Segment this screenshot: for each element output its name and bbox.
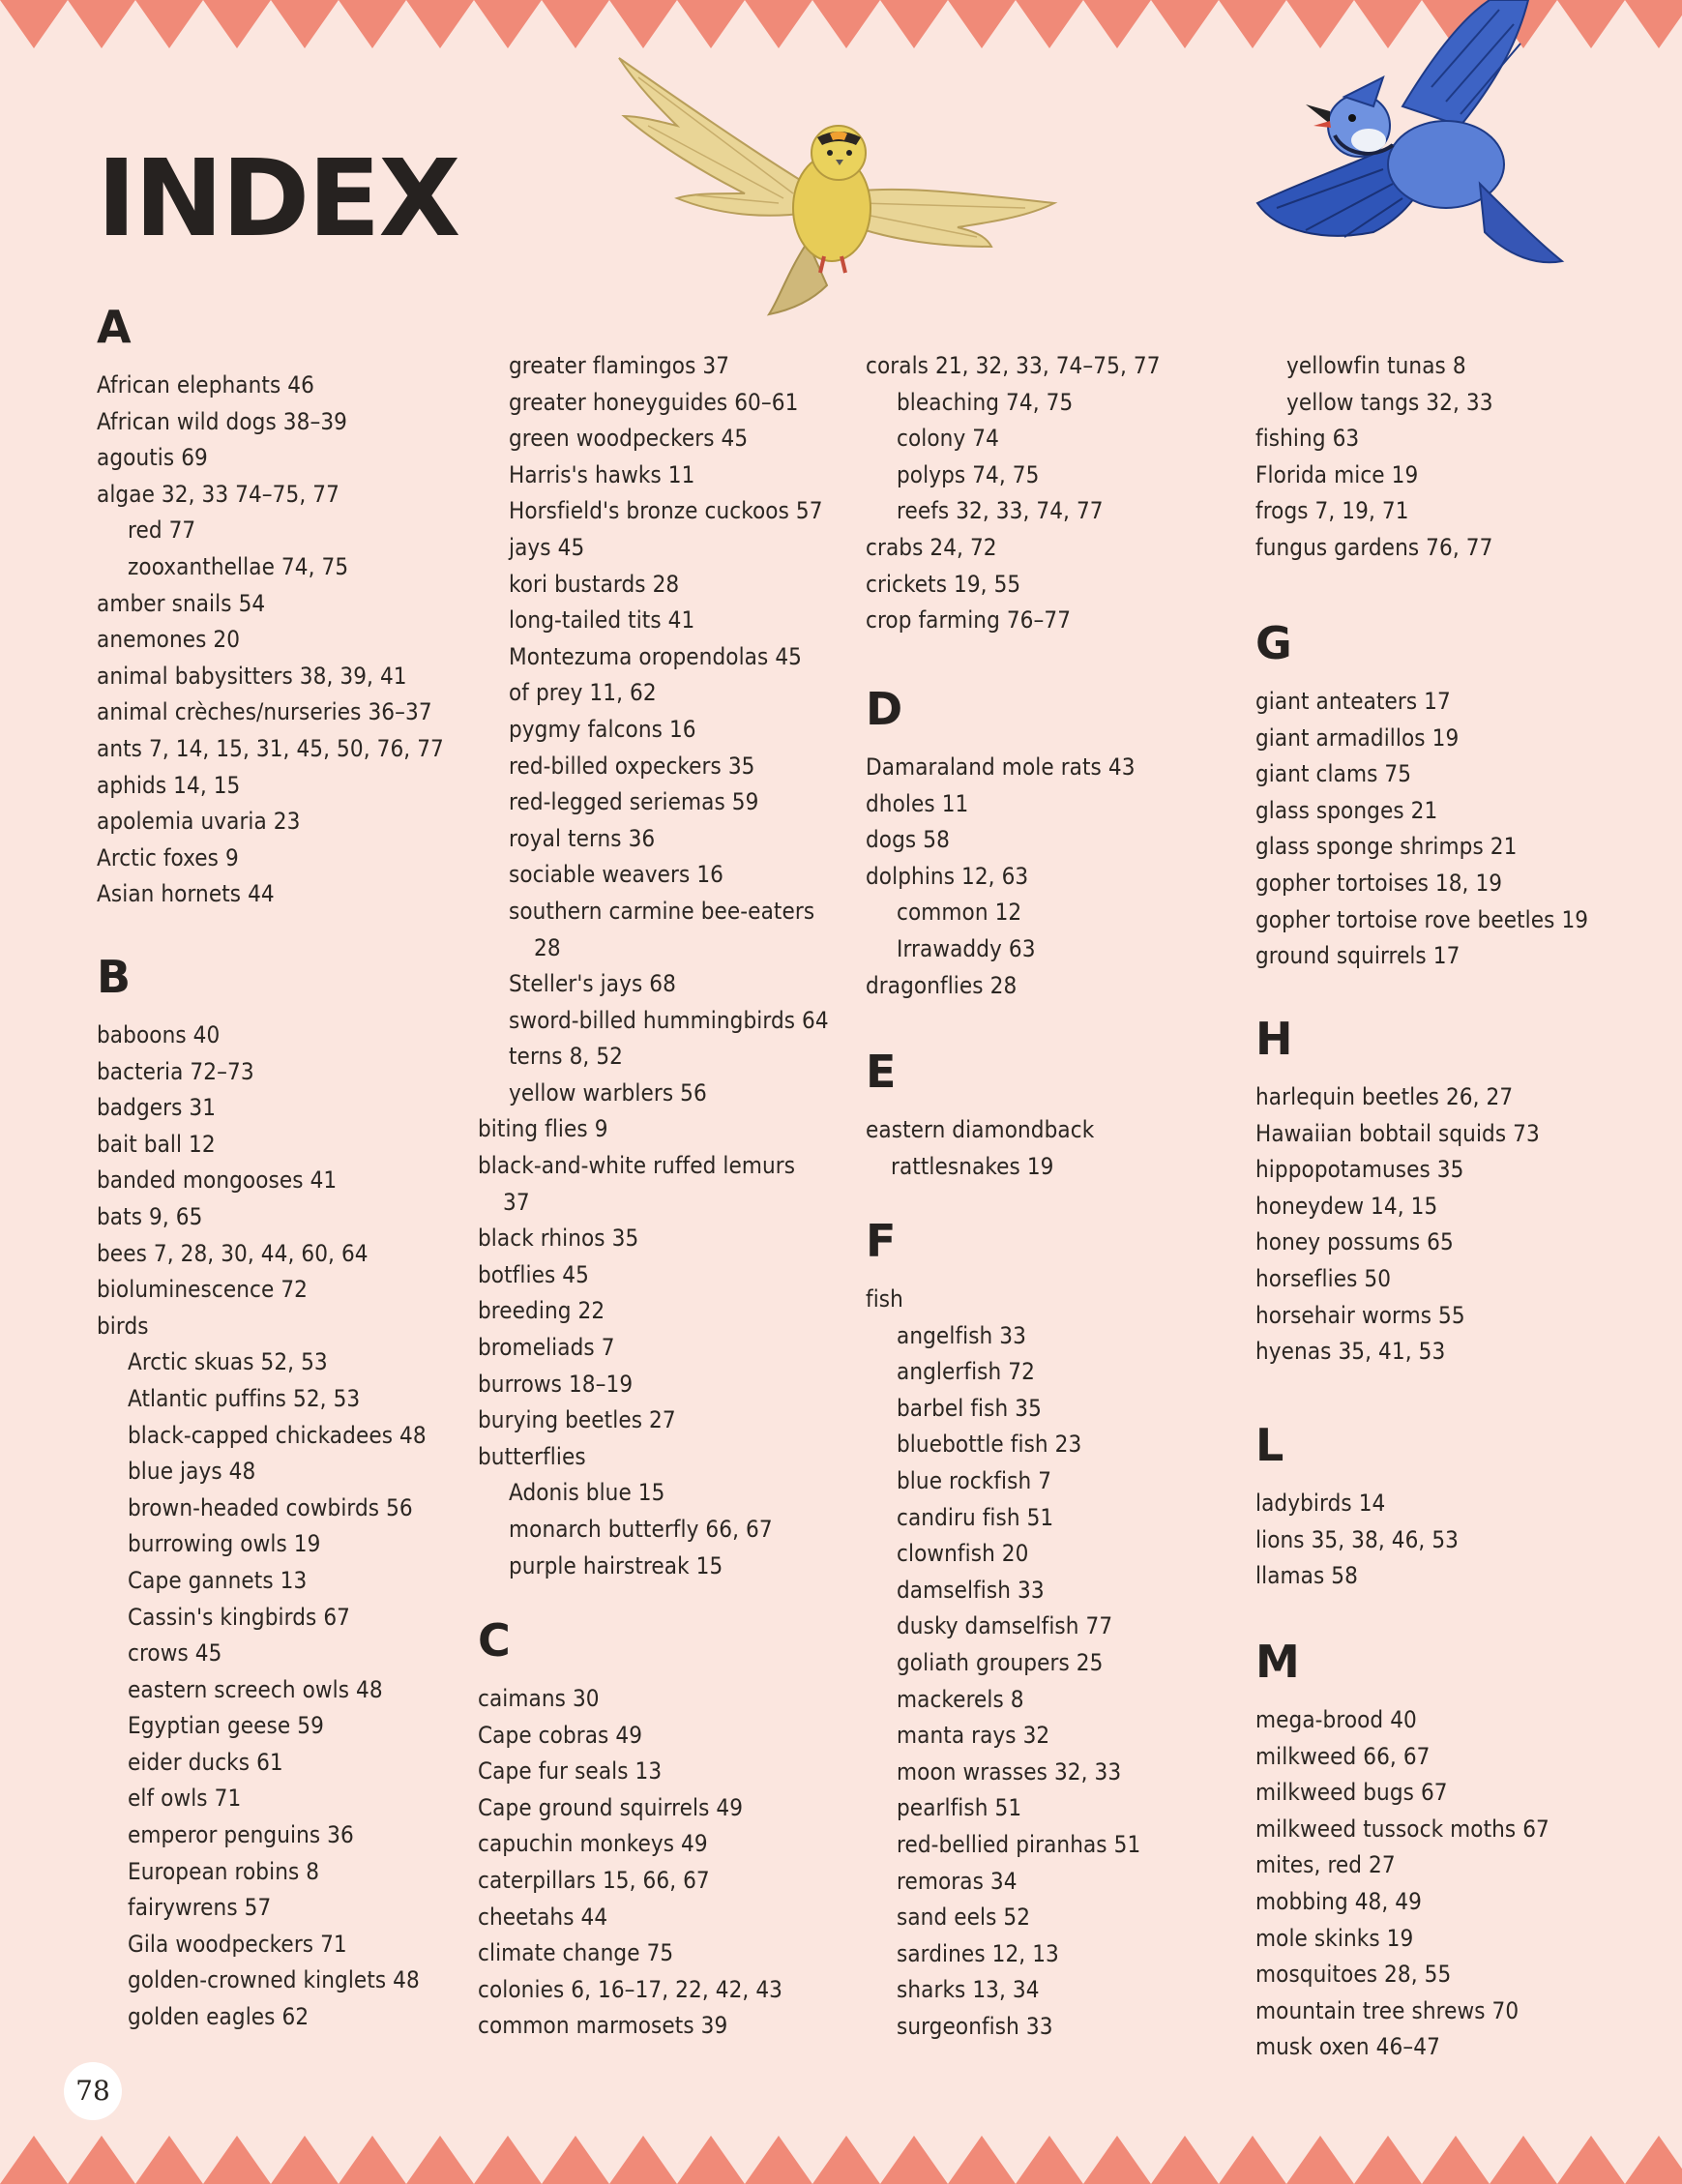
index-subentry: yellow warblers 56 <box>509 1078 707 1107</box>
index-entry: colonies 6, 16–17, 22, 42, 43 <box>478 1975 782 2003</box>
index-section-continued <box>866 348 1253 639</box>
index-subentry: sociable weavers 16 <box>509 861 724 889</box>
index-section-e <box>866 1045 1253 1185</box>
index-entry: baboons 40 <box>97 1021 221 1048</box>
yellow-bird-icon <box>600 48 1064 319</box>
index-subentry: surgeonfish 33 <box>897 2012 1053 2040</box>
index-subentry: brown-headed cowbirds 56 <box>128 1493 413 1521</box>
index-entry: dogs 58 <box>866 826 950 854</box>
index-entry: corals 21, 32, 33, 74–75, 77 <box>866 352 1161 379</box>
index-subentry: bluebottle fish 23 <box>897 1431 1082 1459</box>
index-subentry: black-capped chickadees 48 <box>128 1421 427 1449</box>
index-section-f <box>866 1214 1253 2045</box>
index-entry: eastern diamondback <box>866 1116 1095 1143</box>
index-subentry: golden-crowned kinglets 48 <box>128 1966 420 1994</box>
index-entry: aphids 14, 15 <box>97 771 241 799</box>
index-subentry: eider ducks 61 <box>128 1748 283 1776</box>
index-subentry: dusky damselfish 77 <box>897 1612 1113 1640</box>
index-entry: burrows 18–19 <box>478 1370 634 1398</box>
index-entry: giant anteaters 17 <box>1255 688 1451 715</box>
section-letter: C <box>478 1614 511 1667</box>
index-section-continued <box>478 348 865 1584</box>
index-subentry: colony 74 <box>897 425 999 453</box>
index-entry-list <box>1255 684 1642 975</box>
index-entry: biting flies 9 <box>478 1115 608 1143</box>
index-entry: African elephants 46 <box>97 371 314 398</box>
index-entry: milkweed bugs 67 <box>1255 1779 1448 1807</box>
index-entry: harlequin beetles 26, 27 <box>1255 1083 1514 1110</box>
index-entry: bioluminescence 72 <box>97 1276 308 1304</box>
index-subentry: clownfish 20 <box>897 1540 1029 1568</box>
index-subentry: blue jays 48 <box>128 1458 256 1486</box>
index-entry: Asian hornets 44 <box>97 880 275 908</box>
index-entry: ladybirds 14 <box>1255 1490 1386 1517</box>
index-entry: gopher tortoises 18, 19 <box>1255 869 1503 897</box>
index-subentry: golden eagles 62 <box>128 2003 310 2031</box>
index-section-a <box>97 300 484 913</box>
index-subentry: red 77 <box>128 516 196 545</box>
index-section-b <box>97 950 484 2036</box>
page-number: 78 <box>64 2062 122 2120</box>
index-subentry: fairywrens 57 <box>128 1894 272 1922</box>
index-subentry: moon wrasses 32, 33 <box>897 1757 1122 1786</box>
index-subentry: monarch butterfly 66, 67 <box>509 1516 773 1543</box>
index-entry: honey possums 65 <box>1255 1228 1454 1256</box>
index-entry: butterflies <box>478 1442 586 1470</box>
index-entry: mole skinks 19 <box>1255 1924 1414 1952</box>
index-entry-list <box>97 1018 484 2036</box>
index-subentry: burrowing owls 19 <box>128 1530 321 1558</box>
index-subentry: greater flamingos 37 <box>509 352 730 379</box>
index-subentry: angelfish 33 <box>897 1321 1026 1349</box>
section-letter: G <box>1255 617 1292 669</box>
index-entry: caterpillars 15, 66, 67 <box>478 1866 710 1894</box>
index-subentry: barbel fish 35 <box>897 1394 1042 1422</box>
index-entry: glass sponges 21 <box>1255 796 1438 824</box>
index-subentry: bleaching 74, 75 <box>897 388 1074 416</box>
index-entry: Florida mice 19 <box>1255 460 1419 488</box>
index-subentry: elf owls 71 <box>128 1785 242 1813</box>
index-entry: 37 <box>503 1188 530 1216</box>
index-entry: gopher tortoise rove beetles 19 <box>1255 905 1589 933</box>
index-entry-list <box>866 750 1253 1004</box>
index-entry-list <box>1255 348 1642 567</box>
index-entry-list <box>1255 1486 1642 1595</box>
index-entry: amber snails 54 <box>97 589 266 617</box>
index-subentry: goliath groupers 25 <box>897 1648 1104 1676</box>
index-entry-list <box>866 348 1253 639</box>
index-subentry: greater honeyguides 60–61 <box>509 388 799 416</box>
index-entry: Arctic foxes 9 <box>97 843 239 871</box>
index-subentry: mackerels 8 <box>897 1685 1024 1713</box>
index-entry: ants 7, 14, 15, 31, 45, 50, 76, 77 <box>97 734 444 762</box>
index-entry: African wild dogs 38–39 <box>97 407 348 435</box>
index-section-g <box>1255 616 1642 975</box>
index-subentry: jays 45 <box>509 533 585 561</box>
section-letter: F <box>866 1215 897 1267</box>
index-entry: giant clams 75 <box>1255 760 1412 788</box>
index-subentry: Harris's hawks 11 <box>509 460 695 488</box>
index-subentry: crows 45 <box>128 1639 222 1668</box>
index-entry: black rhinos 35 <box>478 1225 639 1253</box>
index-entry: mobbing 48, 49 <box>1255 1887 1422 1915</box>
index-subentry: red-bellied piranhas 51 <box>897 1830 1141 1858</box>
index-subentry: manta rays 32 <box>897 1722 1050 1750</box>
index-subentry: red-billed oxpeckers 35 <box>509 752 755 780</box>
index-entry: crickets 19, 55 <box>866 570 1021 598</box>
index-subentry: Cassin's kingbirds 67 <box>128 1603 350 1631</box>
section-letter: L <box>1255 1419 1284 1471</box>
index-entry: animal babysitters 38, 39, 41 <box>97 662 407 690</box>
index-entry-list <box>866 1112 1253 1185</box>
index-subentry: long-tailed tits 41 <box>509 606 695 635</box>
index-subentry: candiru fish 51 <box>897 1503 1054 1531</box>
index-subentry: sword-billed hummingbirds 64 <box>509 1006 829 1034</box>
index-subentry: Irrawaddy 63 <box>897 934 1036 962</box>
page-title: INDEX <box>97 136 459 260</box>
section-letter: B <box>97 951 132 1003</box>
index-subentry: eastern screech owls 48 <box>128 1675 383 1703</box>
index-subentry: polyps 74, 75 <box>897 460 1040 488</box>
index-entry: botflies 45 <box>478 1260 589 1288</box>
index-entry: dholes 11 <box>866 789 969 817</box>
index-entry: birds <box>97 1312 149 1340</box>
index-subentry: Cape gannets 13 <box>128 1566 308 1594</box>
index-entry: crop farming 76–77 <box>866 606 1072 635</box>
index-subentry: Montezuma oropendolas 45 <box>509 642 802 670</box>
index-subentry: blue rockfish 7 <box>897 1466 1052 1494</box>
index-subentry: southern carmine bee-eaters <box>509 897 815 925</box>
index-subentry: pygmy falcons 16 <box>509 715 696 743</box>
index-subentry: of prey 11, 62 <box>509 679 657 707</box>
index-entry: bromeliads 7 <box>478 1334 615 1362</box>
index-section-m <box>1255 1635 1642 2066</box>
index-subentry: 28 <box>534 933 561 961</box>
index-entry: common marmosets 39 <box>478 2012 728 2040</box>
index-section-c <box>478 1613 865 2045</box>
index-entry: cheetahs 44 <box>478 1903 608 1931</box>
index-entry: algae 32, 33 74–75, 77 <box>97 480 339 508</box>
index-entry: dolphins 12, 63 <box>866 862 1029 890</box>
index-subentry: yellow tangs 32, 33 <box>1286 388 1493 416</box>
index-subentry: Egyptian geese 59 <box>128 1712 324 1740</box>
section-letter: A <box>97 301 132 353</box>
index-subentry: zooxanthellae 74, 75 <box>128 552 349 580</box>
index-subentry: Arctic skuas 52, 53 <box>128 1348 328 1376</box>
section-letter: M <box>1255 1636 1300 1688</box>
index-entry-list <box>97 368 484 913</box>
index-entry: lions 35, 38, 46, 53 <box>1255 1525 1460 1553</box>
index-section-d <box>866 682 1253 1004</box>
index-subentry: Atlantic puffins 52, 53 <box>128 1384 361 1412</box>
blue-jay-icon <box>1238 0 1586 310</box>
index-entry: mosquitoes 28, 55 <box>1255 1961 1452 1989</box>
index-entry: black-and-white ruffed lemurs <box>478 1152 796 1180</box>
index-section-h <box>1255 1012 1642 1371</box>
index-subentry: yellowfin tunas 8 <box>1286 352 1466 379</box>
zigzag-border-bottom <box>0 2136 1682 2184</box>
index-entry: anemones 20 <box>97 626 241 654</box>
index-entry: Cape cobras 49 <box>478 1721 643 1749</box>
index-entry: frogs 7, 19, 71 <box>1255 497 1409 525</box>
index-subentry: remoras 34 <box>897 1867 1018 1895</box>
index-entry: fungus gardens 76, 77 <box>1255 533 1493 561</box>
index-entry: animal crèches/nurseries 36–37 <box>97 698 432 726</box>
index-subentry: damselfish 33 <box>897 1576 1045 1604</box>
index-entry: Hawaiian bobtail squids 73 <box>1255 1119 1540 1147</box>
section-letter: E <box>866 1046 897 1098</box>
index-entry: capuchin monkeys 49 <box>478 1830 708 1858</box>
index-entry: bacteria 72–73 <box>97 1057 254 1085</box>
index-entry: hippopotamuses 35 <box>1255 1156 1464 1184</box>
index-entry: breeding 22 <box>478 1297 605 1325</box>
index-entry: horsehair worms 55 <box>1255 1301 1465 1329</box>
index-entry: Cape fur seals 13 <box>478 1757 663 1786</box>
index-subentry: kori bustards 28 <box>509 570 680 598</box>
index-entry: fish <box>866 1285 903 1313</box>
section-letter: D <box>866 683 903 735</box>
index-subentry: Gila woodpeckers 71 <box>128 1930 347 1958</box>
index-subentry: Steller's jays 68 <box>509 970 676 998</box>
index-entry: hyenas 35, 41, 53 <box>1255 1338 1446 1366</box>
index-subentry: purple hairstreak 15 <box>509 1551 723 1579</box>
index-entry: milkweed 66, 67 <box>1255 1742 1431 1770</box>
index-entry: mega-brood 40 <box>1255 1706 1417 1733</box>
index-subentry: green woodpeckers 45 <box>509 425 749 453</box>
index-entry: mites, red 27 <box>1255 1851 1396 1879</box>
index-section-l <box>1255 1418 1642 1595</box>
index-entry: llamas 58 <box>1255 1562 1358 1590</box>
index-subentry: sardines 12, 13 <box>897 1939 1059 1967</box>
index-entry: banded mongooses 41 <box>97 1166 338 1195</box>
index-entry-list <box>1255 1702 1642 2066</box>
index-entry: burying beetles 27 <box>478 1406 676 1434</box>
index-subentry: sharks 13, 34 <box>897 1976 1040 2004</box>
index-subentry: pearlfish 51 <box>897 1794 1022 1822</box>
index-entry: glass sponge shrimps 21 <box>1255 833 1518 861</box>
index-entry-list <box>478 1681 865 2045</box>
index-entry: ground squirrels 17 <box>1255 942 1461 970</box>
index-subentry: emperor penguins 36 <box>128 1821 354 1849</box>
index-subentry: common 12 <box>897 899 1022 927</box>
index-subentry: European robins 8 <box>128 1857 320 1885</box>
index-entry: badgers 31 <box>97 1094 217 1122</box>
index-entry: honeydew 14, 15 <box>1255 1192 1438 1220</box>
index-entry: giant armadillos 19 <box>1255 723 1460 752</box>
index-subentry: terns 8, 52 <box>509 1043 624 1071</box>
index-entry: musk oxen 46–47 <box>1255 2033 1440 2061</box>
index-entry: rattlesnakes 19 <box>891 1152 1054 1180</box>
index-entry: agoutis 69 <box>97 444 208 472</box>
index-entry: mountain tree shrews 70 <box>1255 1996 1520 2024</box>
section-letter: H <box>1255 1013 1293 1065</box>
index-entry: dragonflies 28 <box>866 971 1018 999</box>
index-entry: apolemia uvaria 23 <box>97 808 301 836</box>
index-entry: crabs 24, 72 <box>866 533 997 561</box>
index-entry: bait ball 12 <box>97 1130 216 1158</box>
index-subentry: red-legged seriemas 59 <box>509 788 759 816</box>
index-entry: Damaraland mole rats 43 <box>866 753 1136 781</box>
index-entry-list <box>478 348 865 1584</box>
index-subentry: royal terns 36 <box>509 824 656 852</box>
index-entry: milkweed tussock moths 67 <box>1255 1815 1549 1843</box>
index-entry: fishing 63 <box>1255 425 1360 453</box>
index-entry: bats 9, 65 <box>97 1202 203 1230</box>
index-entry: Cape ground squirrels 49 <box>478 1793 744 1821</box>
index-entry: horseflies 50 <box>1255 1264 1392 1292</box>
index-entry-list <box>1255 1079 1642 1371</box>
index-subentry: anglerfish 72 <box>897 1358 1035 1386</box>
index-section-continued <box>1255 348 1642 567</box>
index-subentry: Horsfield's bronze cuckoos 57 <box>509 497 823 525</box>
index-subentry: sand eels 52 <box>897 1904 1031 1932</box>
index-subentry: reefs 32, 33, 74, 77 <box>897 497 1104 525</box>
index-entry: caimans 30 <box>478 1685 600 1712</box>
index-entry-list <box>866 1282 1253 2045</box>
index-entry: bees 7, 28, 30, 44, 60, 64 <box>97 1239 369 1267</box>
index-subentry: Adonis blue 15 <box>509 1479 665 1507</box>
index-entry: climate change 75 <box>478 1939 674 1967</box>
